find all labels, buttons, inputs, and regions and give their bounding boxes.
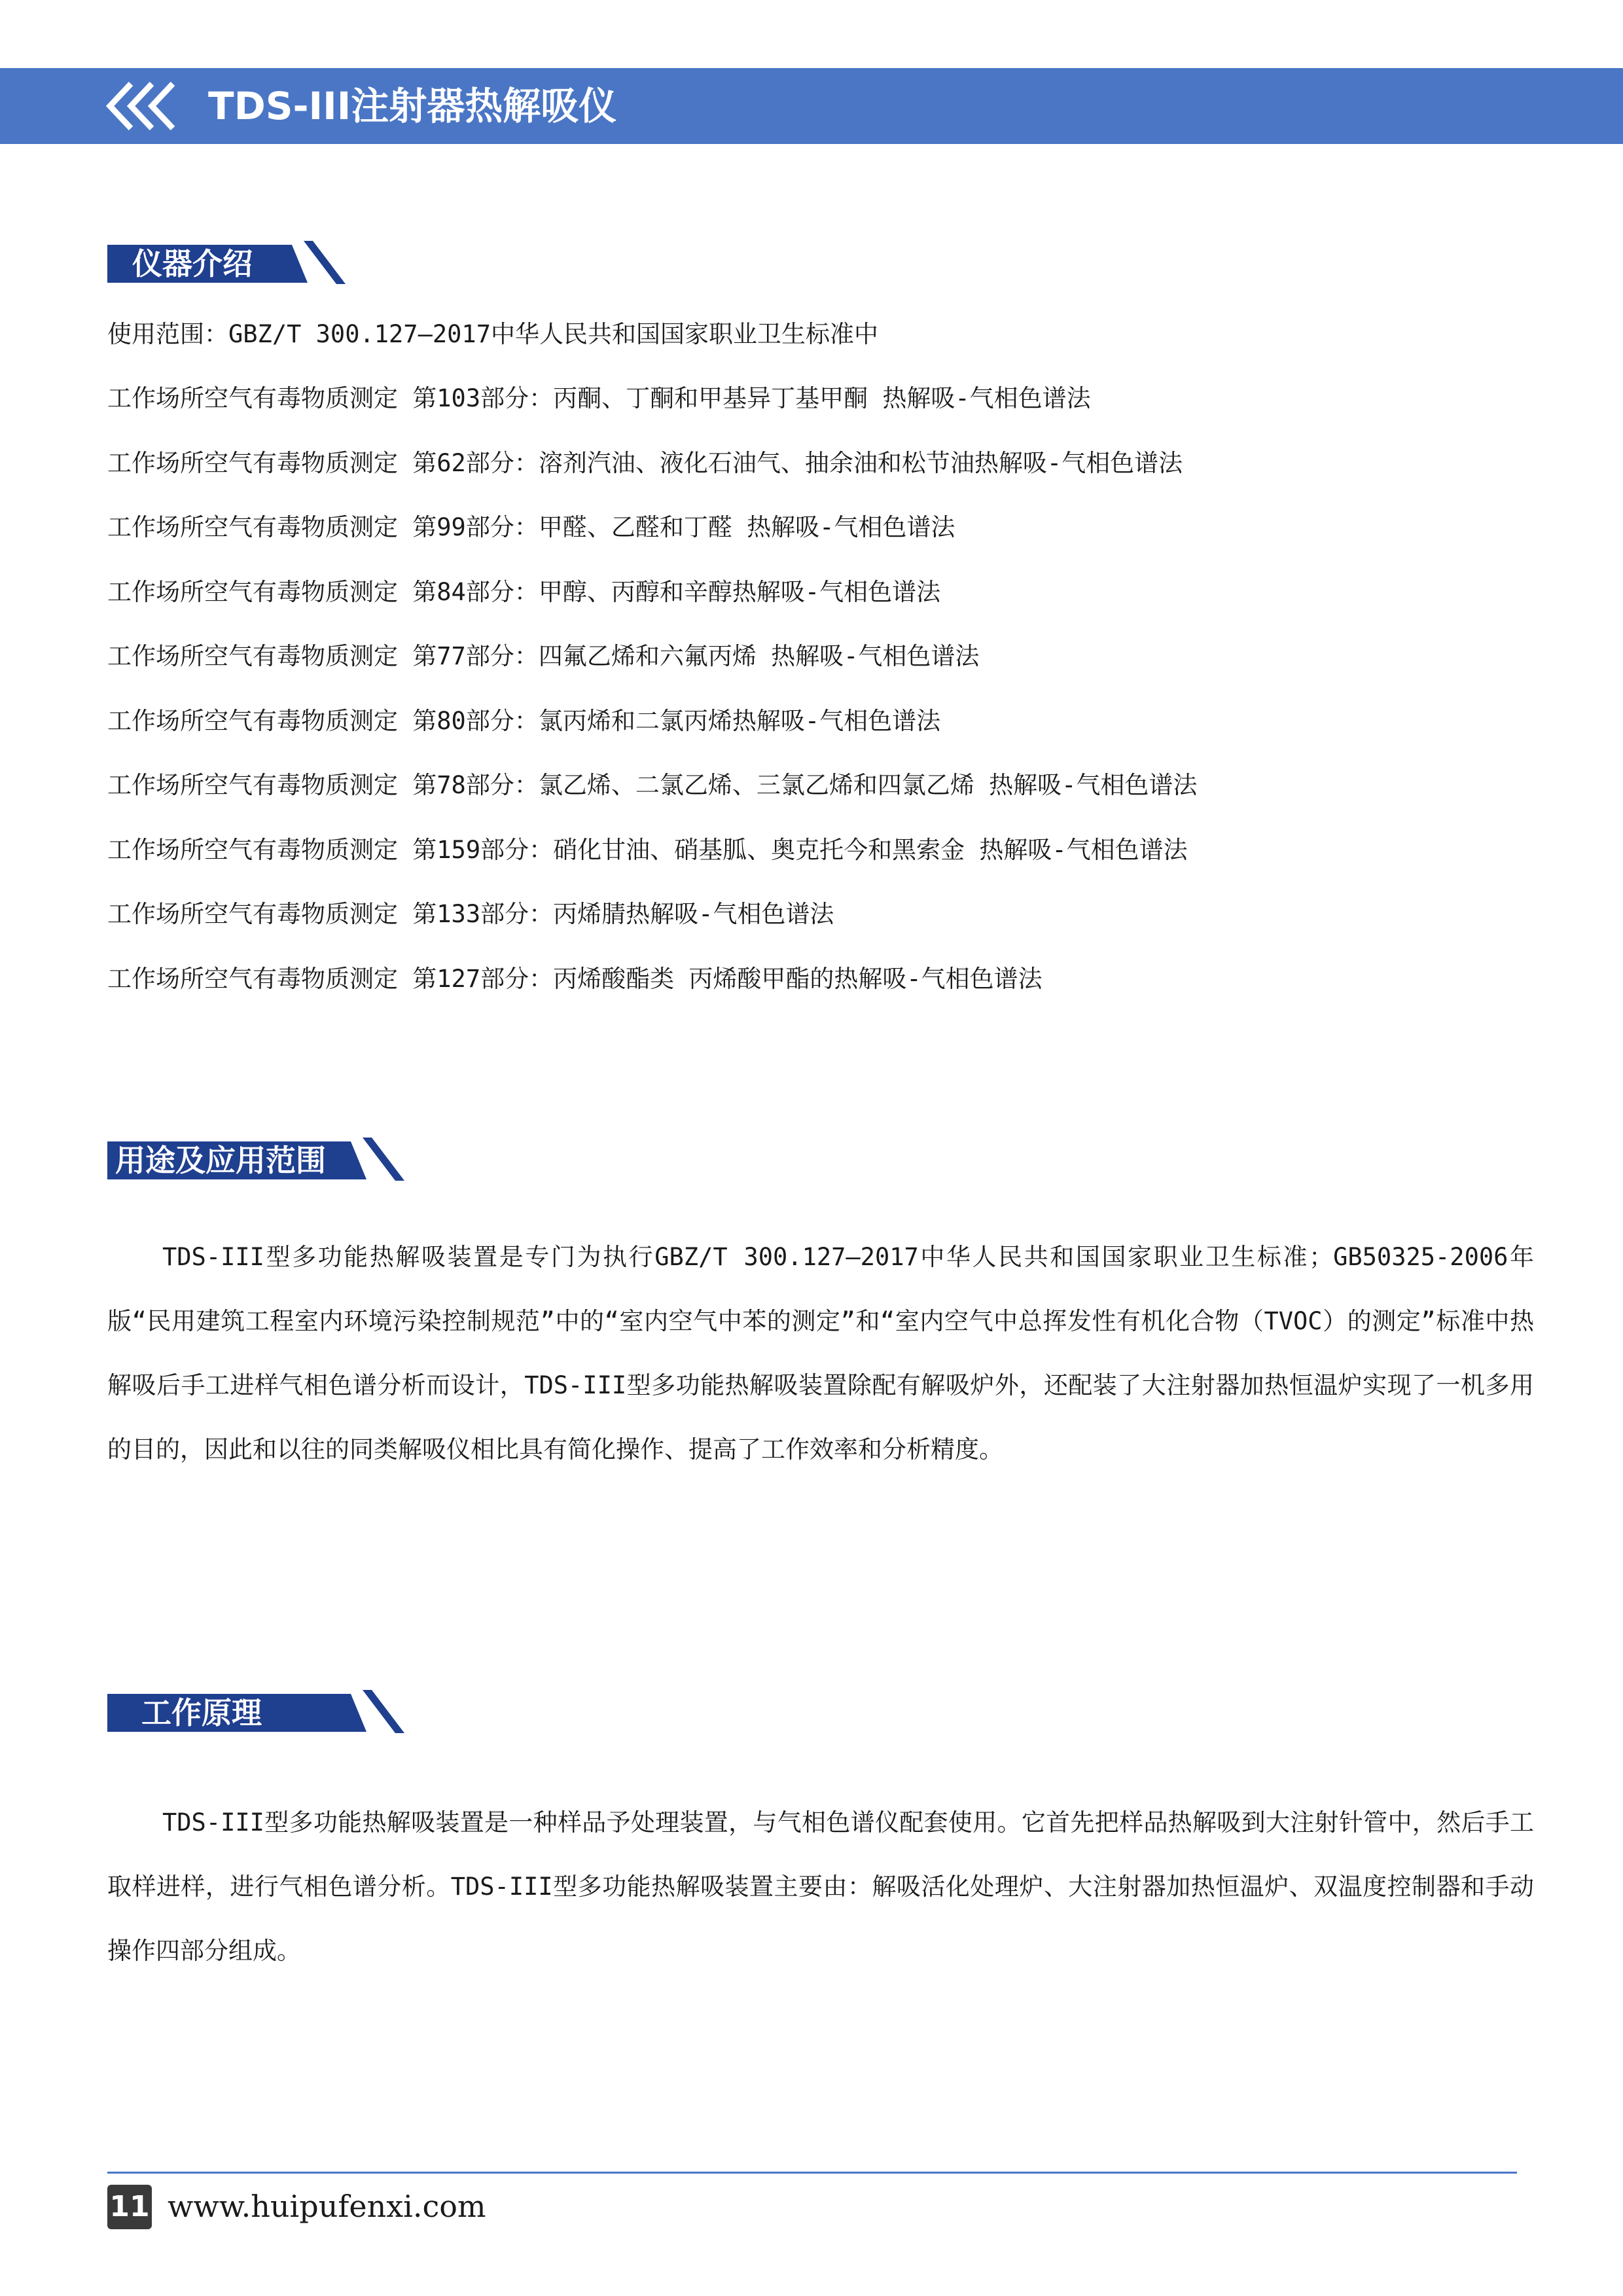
section-tab-usage <box>107 1138 408 1183</box>
section-title-intro: 仪器介绍 <box>132 246 253 281</box>
intro-line: 工作场所空气有毒物质测定 第78部分：氯乙烯、二氯乙烯、三氯乙烯和四氯乙烯 热解吸-气相色谱法 <box>107 771 1198 799</box>
triple-chevron-left-icon <box>105 80 183 132</box>
website-link[interactable]: www.huipufenxi.com <box>168 2189 486 2224</box>
intro-line: 工作场所空气有毒物质测定 第77部分：四氟乙烯和六氟丙烯 热解吸-气相色谱法 <box>107 642 980 670</box>
intro-line: 使用范围：GBZ/T 300.127—2017中华人民共和国国家职业卫生标准中 <box>107 320 878 348</box>
document-title: TDS-III注射器热解吸仪 <box>208 84 617 128</box>
principle-paragraph: TDS-III型多功能热解吸装置是一种样品予处理装置，与气相色谱仪配套使用。它首先把样品热解吸到大注射针管中，然后手工取样进样，进行气相色谱分析。TDS-III型多功能热解吸装置主要由：解吸活化处理炉、大注射器加热恒温炉、双温度控制器和手动操作四部分组成。 <box>107 1808 1534 1965</box>
page-number-badge: 11 <box>107 2185 152 2229</box>
footer-divider <box>107 2172 1517 2174</box>
intro-line: 工作场所空气有毒物质测定 第84部分：甲醇、丙醇和辛醇热解吸-气相色谱法 <box>107 578 941 606</box>
intro-line: 工作场所空气有毒物质测定 第127部分：丙烯酸酯类 丙烯酸甲酯的热解吸-气相色谱法 <box>107 965 1043 993</box>
section-title-usage: 用途及应用范围 <box>115 1143 326 1178</box>
section-tab-principle <box>107 1690 408 1736</box>
intro-line: 工作场所空气有毒物质测定 第80部分：氯丙烯和二氯丙烯热解吸-气相色谱法 <box>107 707 941 735</box>
intro-line: 工作场所空气有毒物质测定 第99部分：甲醛、乙醛和丁醛 热解吸-气相色谱法 <box>107 513 955 541</box>
intro-line: 工作场所空气有毒物质测定 第133部分：丙烯腈热解吸-气相色谱法 <box>107 900 834 928</box>
section-title-principle: 工作原理 <box>141 1695 262 1731</box>
usage-paragraph: TDS-III型多功能热解吸装置是专门为执行GBZ/T 300.127—2017中华人民共和国国家职业卫生标准；GB50325-2006年版“民用建筑工程室内环境污染控制规范”中的“室内空气中苯的测定”和“室内空气中总挥发性有机化合物（TVOC）的测定”标准中热解吸后手工进样气相色谱分析而设计，TDS-III型多功能热解吸装置除配有解吸炉外，还配装了大注射器加热恒温炉实现了一机多用的目的，因此和以往的同类解吸仪相比具有简化操作、提高了工作效率和分析精度。 <box>107 1243 1534 1463</box>
intro-line: 工作场所空气有毒物质测定 第62部分：溶剂汽油、液化石油气、抽余油和松节油热解吸-气相色谱法 <box>107 449 1183 477</box>
intro-line: 工作场所空气有毒物质测定 第103部分：丙酮、丁酮和甲基异丁基甲酮 热解吸-气相色谱法 <box>107 384 1091 412</box>
intro-line: 工作场所空气有毒物质测定 第159部分：硝化甘油、硝基胍、奥克托今和黑索金 热解吸-气相色谱法 <box>107 836 1188 864</box>
section-tab-intro <box>107 241 349 287</box>
